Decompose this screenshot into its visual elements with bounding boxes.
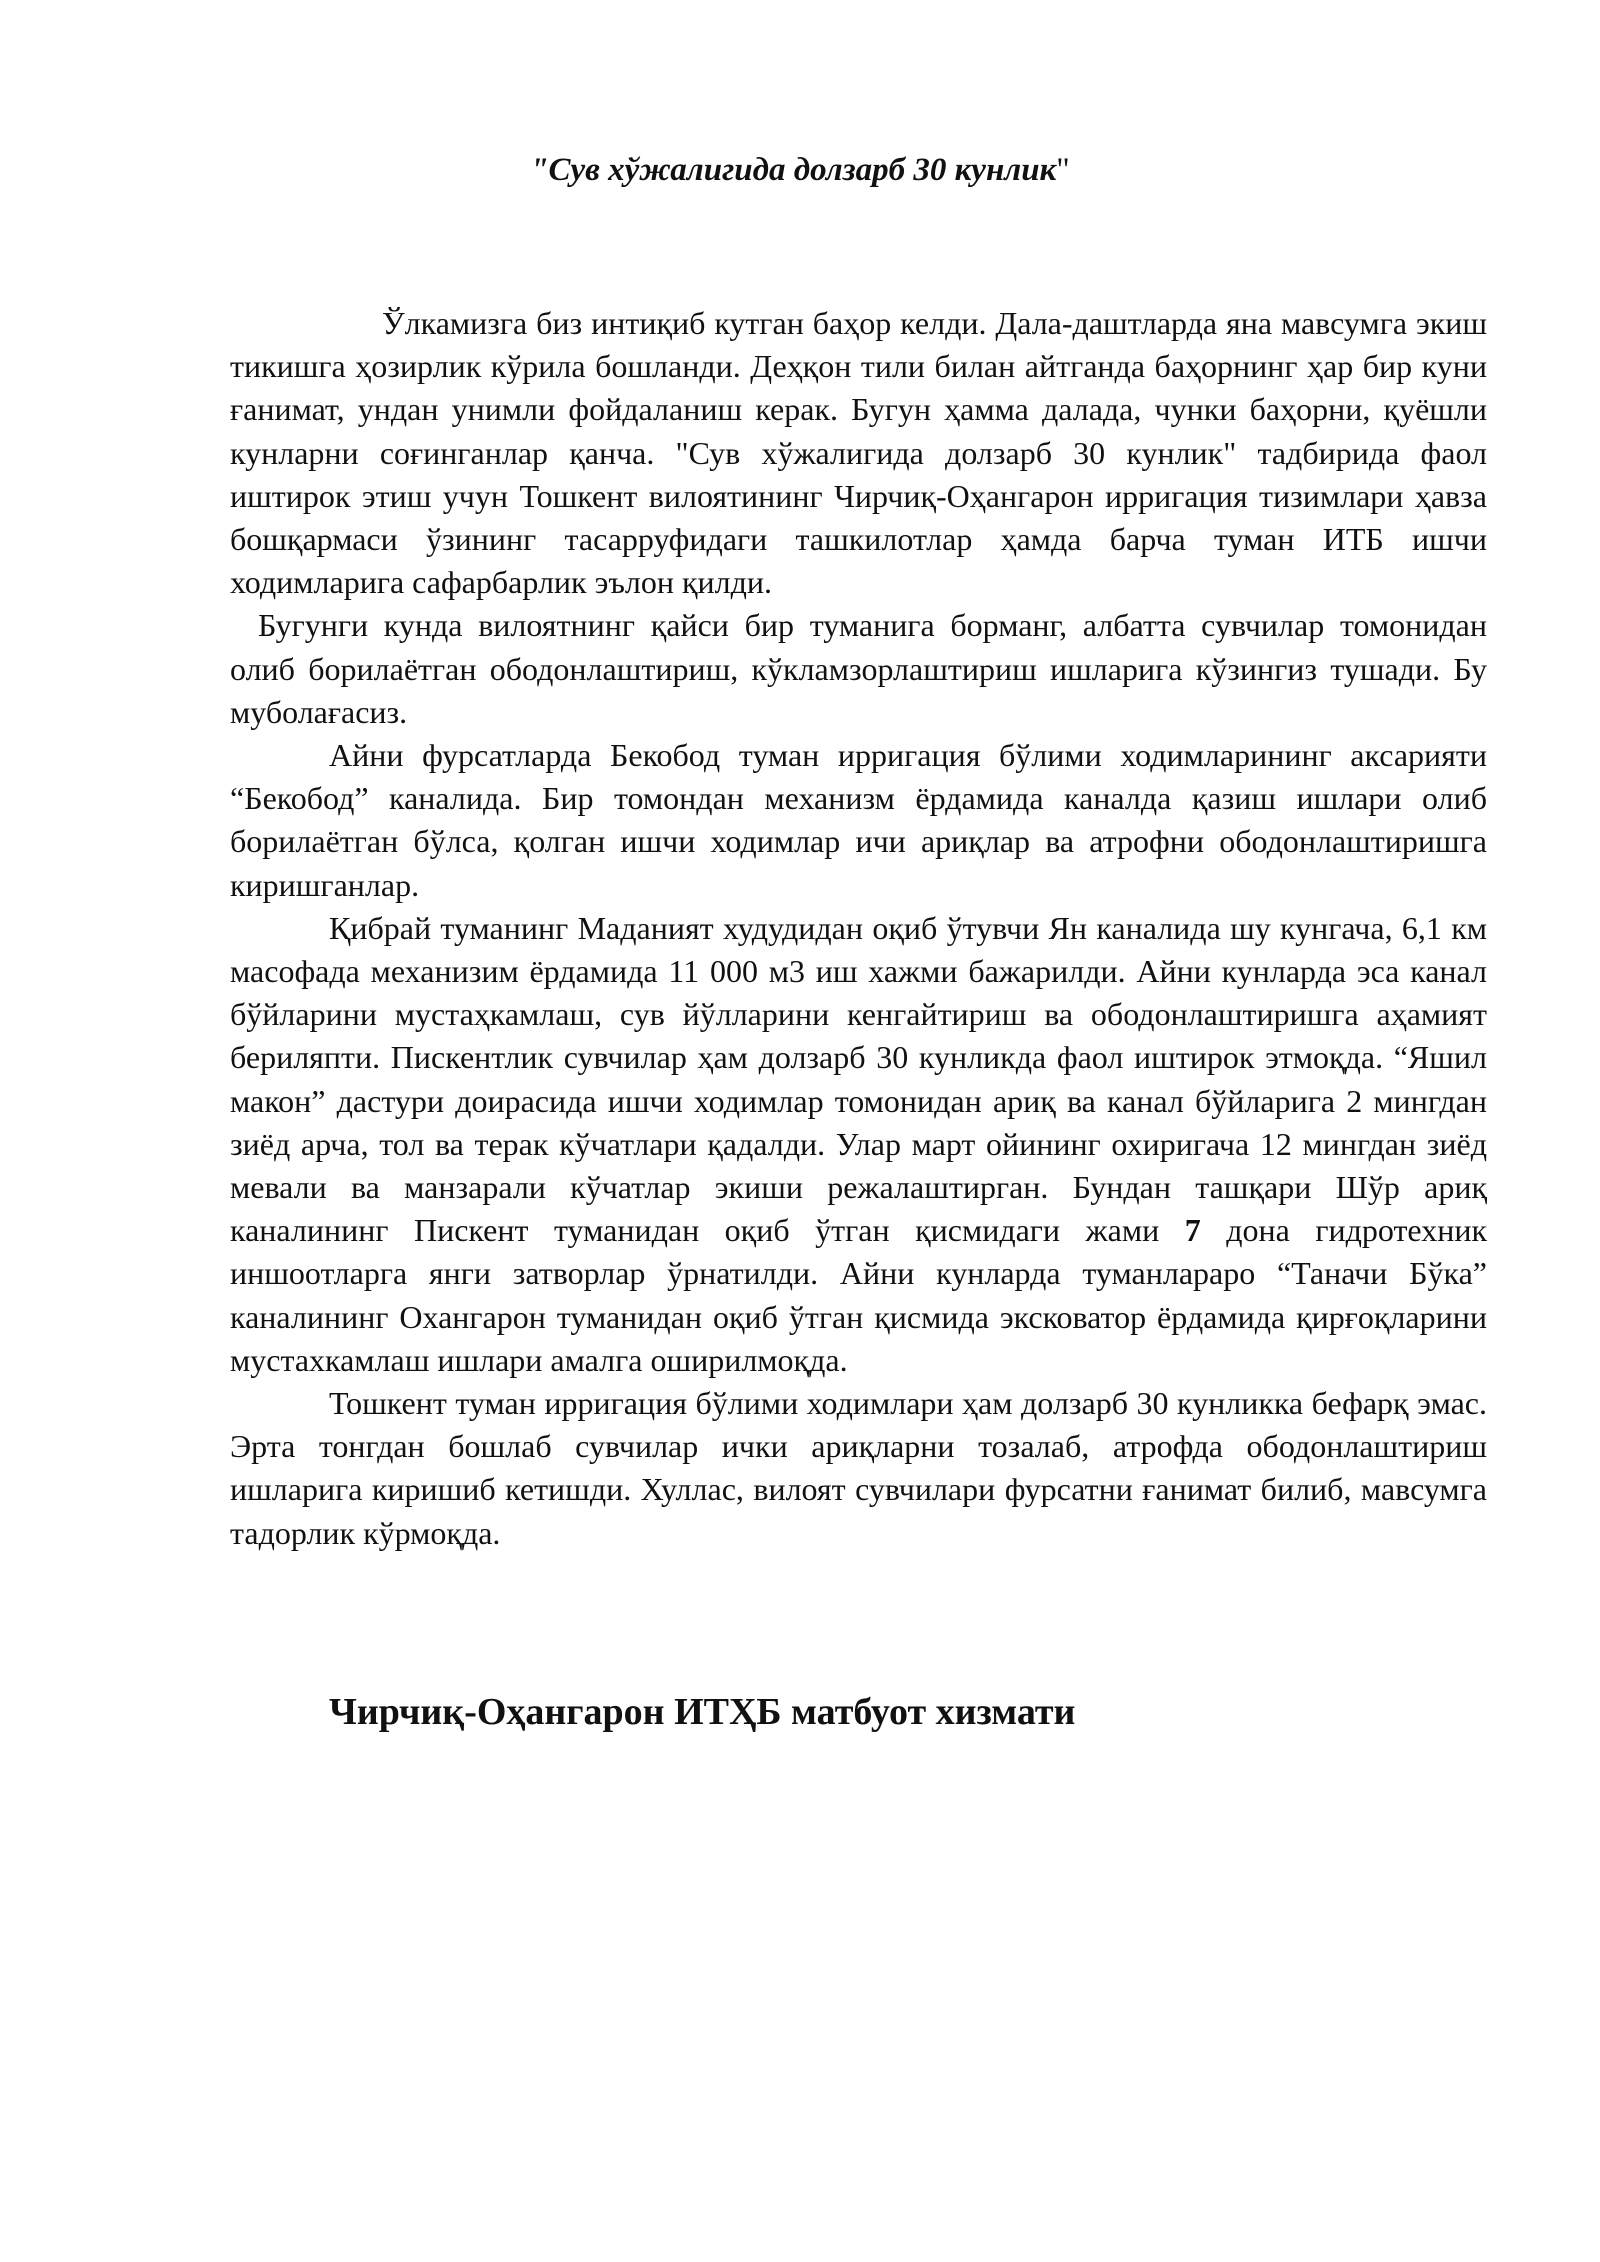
document-title-close-quote: " bbox=[1056, 152, 1070, 188]
paragraph-4-part-1: Қибрай туманинг Маданият худудидан оқиб ўтувчи Ян каналида шу кунгача, 6,1 км масофада механизим ёрдамида 11 000 м3 иш хажми бажарилди. Айни кунларда эса канал бўйларини мустаҳкамлаш, сув йўлларини кенгайтириш ва ободонлаштиришга аҳамият бериляпти. Пискентлик сувчилар ҳам долзарб 30 кунликда фаол иштирок этмоқда. “Яшил макон” дастури доирасида ишчи ходимлар томонидан ариқ ва канал бўйларига 2 мингдан зиёд арча, тол ва терак кўчатлари қадалди. Улар март ойининг охиригача 12 мингдан зиёд мевали ва манзарали кўчатлар экиши режалаштирган. Бундан ташқари Шўр ариқ каналининг Пискент туманидан оқиб ўтган қисмидаги жами bbox=[230, 909, 1487, 1249]
document-title bbox=[0, 150, 1600, 190]
document-title-text: "Сув хўжалигида долзарб 30 кунлик bbox=[530, 152, 1057, 188]
paragraph-1: Ўлкамизга биз интиқиб кутган баҳор келди. Дала-даштларда яна мавсумга экиш тикишга ҳозирлик кўрила бошланди. Деҳқон тили билан айтганда баҳорнинг ҳар бир куни ғанимат, ундан унимли фойдаланиш керак. Бугун ҳамма далада, чунки баҳорни, қуёшли кунларни соғинганлар қанча. "Сув хўжалигида долзарб 30 кунлик" тадбирида фаол иштирок этиш учун Тошкент вилоятининг Чирчиқ-Оҳангарон ирригация тизимлари ҳавза бошқармаси ўзининг тасарруфидаги ташкилотлар ҳамда барча туман ИТБ ишчи ходимларига сафарбарлик эълон қилди. bbox=[230, 305, 1487, 601]
paragraph-3: Айни фурсатларда Бекобод туман ирригация бўлими ходимларининг аксарияти “Бекобод” каналида. Бир томондан механизм ёрдамида каналда қазиш ишлари олиб борилаётган бўлса, қолган ишчи ходимлар ичи ариқлар ва атрофни ободонлаштиришга киришганлар. bbox=[230, 737, 1487, 903]
signature: Чирчиқ-Оҳангарон ИТҲБ матбуот хизмати bbox=[329, 1691, 1076, 1733]
paragraph-4 bbox=[230, 907, 1487, 1382]
paragraph-4-part-2: дона гидротехник иншоотларга янги затворлар ўрнатилди. Айни кунларда туманлараро “Таначи Бўка” каналининг Охангарон туманидан оқиб ўтган қисмида эксковатор ёрдамида қирғоқларини мустахкамлаш ишлари амалга оширилмоқда. bbox=[230, 1212, 1488, 1378]
paragraph-5: Тошкент туман ирригация бўлими ходимлари ҳам долзарб 30 кунликка бефарқ эмас. Эрта тонгдан бошлаб сувчилар ички ариқларни тозалаб, атрофда ободонлаштириш ишларига киришиб кетишди. Хуллас, вилоят сувчилари фурсатни ғанимат билиб, мавсумга тадорлик кўрмоқда. bbox=[230, 1385, 1487, 1551]
paragraph-4-bold-number: 7 bbox=[1184, 1212, 1201, 1249]
article-body bbox=[230, 302, 1487, 1555]
paragraph-2: Бугунги кунда вилоятнинг қайси бир туманига борманг, албатта сувчилар томонидан олиб борилаётган ободонлаштириш, кўкламзорлаштириш ишларига кўзингиз тушади. Бу муболағасиз. bbox=[230, 607, 1487, 730]
